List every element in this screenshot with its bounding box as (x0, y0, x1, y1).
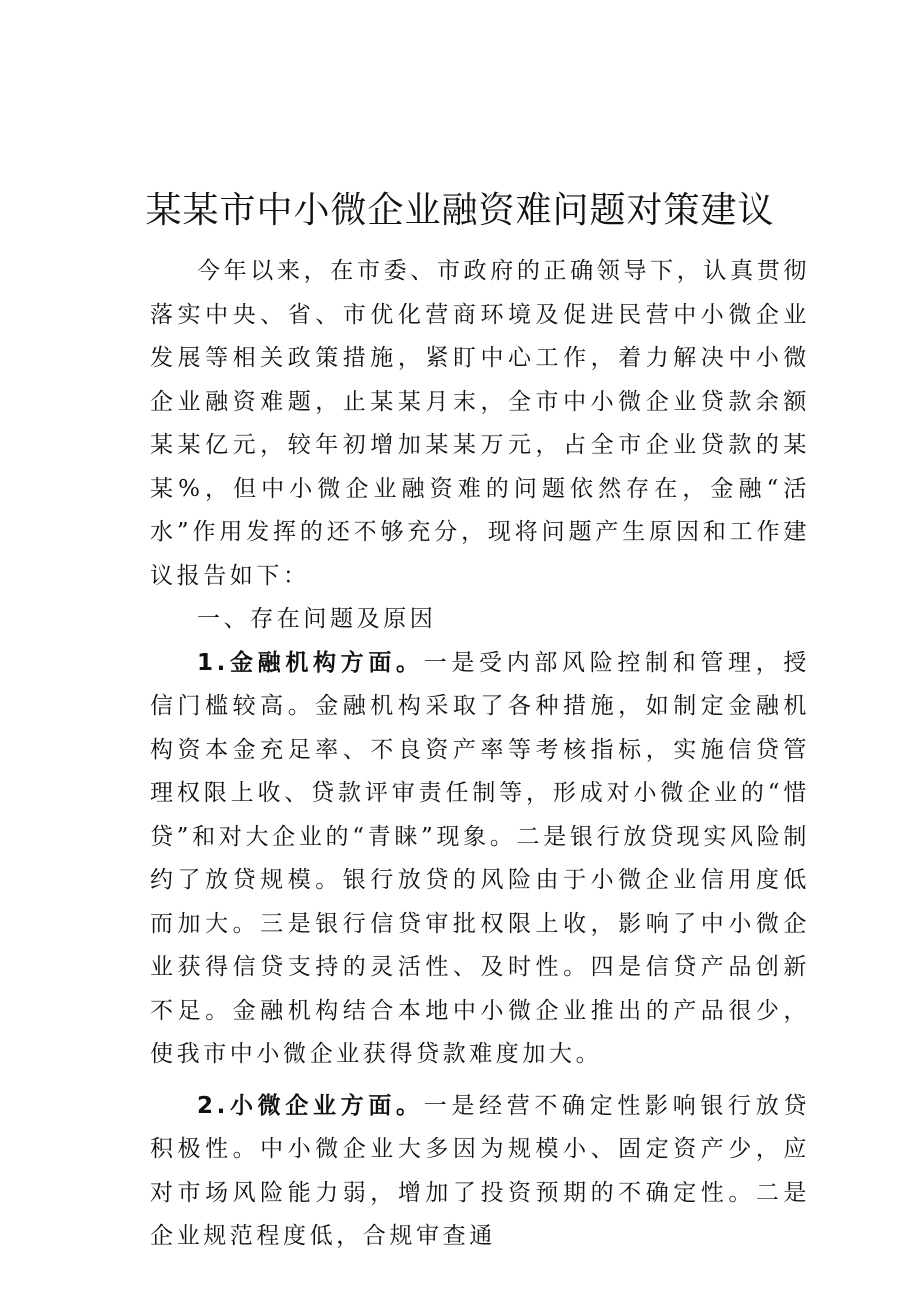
paragraph-gap (150, 1077, 810, 1085)
item-1-paragraph (150, 642, 810, 1077)
item-2-lead: 2.小微企业方面。 (197, 1092, 424, 1119)
document-title: 某某市中小微企业融资难问题对策建议 (145, 190, 775, 232)
item-1-text: 一是受内部风险控制和管理，授信门槛较高。金融机构采取了各种措施，如制定金融机构资本金充足率、不良资产率等考核指标，实施信贷管理权限上收、贷款评审责任制等，形成对小微企业的“惜贷”和对大企业的“青睐”现象。二是银行放贷现实风险制约了放贷规模。银行放贷的风险由于小微企业信用度低而加大。三是银行信贷审批权限上收，影响了中小微企业获得信贷支持的灵活性、及时性。四是信贷产品创新不足。金融机构结合本地中小微企业推出的产品很少，使我市中小微企业获得贷款难度加大。 (150, 649, 810, 1067)
intro-paragraph: 今年以来，在市委、市政府的正确领导下，认真贯彻落实中央、省、市优化营商环境及促进民营中小微企业发展等相关政策措施，紧盯中心工作，着力解决中小微企业融资难题，止某某月末，全市中小微企业贷款余额某某亿元，较年初增加某某万元，占全市企业贷款的某某%，但中小微企业融资难的问题依然存在，金融“活水”作用发挥的还不够充分，现将问题产生原因和工作建议报告如下： (150, 258, 810, 589)
item-2-paragraph (150, 1085, 810, 1259)
item-1-lead: 1.金融机构方面。 (197, 649, 424, 676)
document-body (150, 250, 810, 1259)
section-heading: 一、存在问题及原因 (197, 606, 437, 632)
item-2-text: 一是经营不确定性影响银行放贷积极性。中小微企业大多因为规模小、固定资产少，应对市场风险能力弱，增加了投资预期的不确定性。二是企业规范程度低，合规审查通 (150, 1092, 810, 1249)
